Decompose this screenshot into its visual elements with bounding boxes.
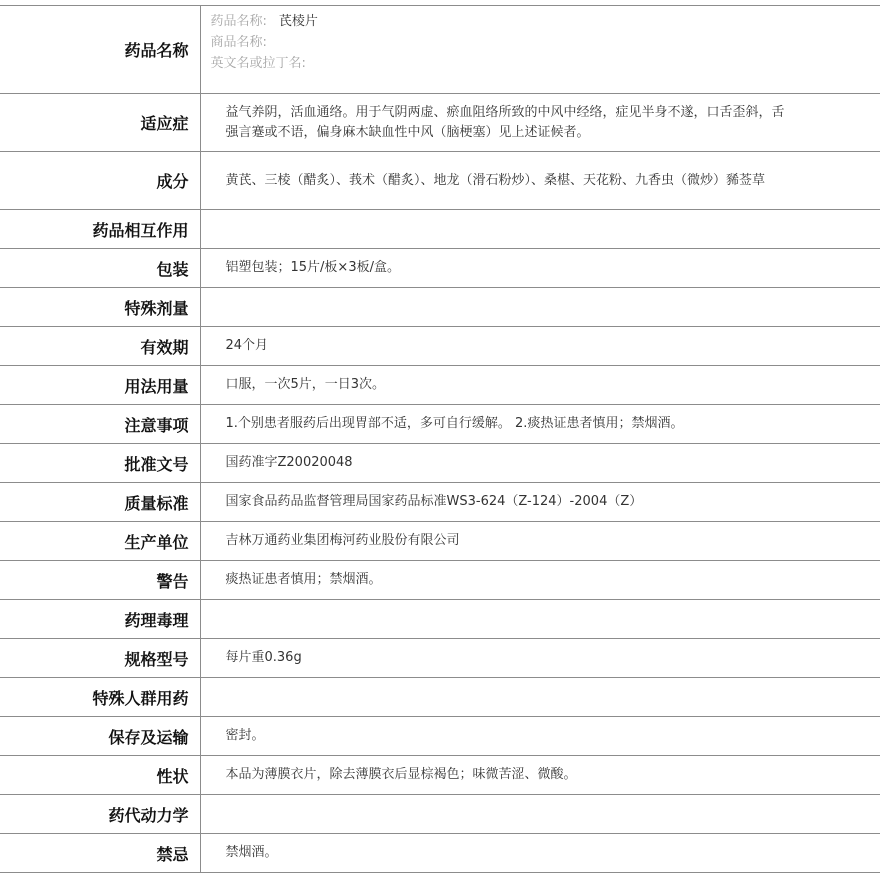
row-label: 规格型号 (0, 639, 200, 678)
row-label: 注意事项 (0, 405, 200, 444)
row-value (200, 210, 880, 249)
row-value (200, 288, 880, 327)
drug-info-table (0, 5, 880, 873)
row-label: 性状 (0, 756, 200, 795)
table-row (0, 405, 880, 444)
trade-name-label: 商品名称: (210, 35, 267, 50)
row-label: 药代动力学 (0, 795, 200, 834)
row-label: 生产单位 (0, 522, 200, 561)
row-value: 每片重0.36g (200, 639, 880, 678)
row-value (200, 600, 880, 639)
generic-name-label: 药品名称: (210, 14, 267, 29)
row-label: 用法用量 (0, 366, 200, 405)
drug-name-cell (200, 6, 880, 94)
row-label: 禁忌 (0, 834, 200, 873)
row-value: 口服，一次5片，一日3次。 (200, 366, 880, 405)
row-label: 质量标准 (0, 483, 200, 522)
row-value (200, 678, 880, 717)
row-value: 本品为薄膜衣片，除去薄膜衣后显棕褐色；味微苦涩、微酸。 (200, 756, 880, 795)
drug-name-row (0, 6, 880, 94)
row-value: 国家食品药品监督管理局国家药品标准WS3-624（Z-124）-2004（Z） (200, 483, 880, 522)
english-name-label: 英文名或拉丁名: (210, 56, 306, 71)
table-row (0, 444, 880, 483)
table-row (0, 795, 880, 834)
table-row (0, 756, 880, 795)
table-row (0, 366, 880, 405)
row-label: 药品相互作用 (0, 210, 200, 249)
table-row (0, 561, 880, 600)
row-label: 保存及运输 (0, 717, 200, 756)
row-label: 批准文号 (0, 444, 200, 483)
row-value: 密封。 (200, 717, 880, 756)
generic-name-line (211, 11, 871, 32)
row-label: 成分 (0, 152, 200, 210)
generic-name-value: 芪棱片 (278, 14, 318, 29)
row-label: 有效期 (0, 327, 200, 366)
row-value: 1.个别患者服药后出现胃部不适，多可自行缓解。 2.痰热证患者慎用；禁烟酒。 (200, 405, 880, 444)
table-row (0, 483, 880, 522)
table-row (0, 639, 880, 678)
row-value: 益气养阴，活血通络。用于气阴两虚、瘀血阻络所致的中风中经络，症见半身不遂，口舌歪斜，舌强言蹇或不语，偏身麻木缺血性中风（脑梗塞）见上述证候者。 (200, 94, 880, 152)
row-label: 药品名称 (0, 6, 200, 94)
table-row (0, 288, 880, 327)
table-row (0, 717, 880, 756)
row-value: 24个月 (200, 327, 880, 366)
table-row (0, 152, 880, 210)
row-value: 国药准字Z20020048 (200, 444, 880, 483)
row-label: 特殊人群用药 (0, 678, 200, 717)
row-value: 禁烟酒。 (200, 834, 880, 873)
row-label: 特殊剂量 (0, 288, 200, 327)
table-row (0, 522, 880, 561)
table-row (0, 600, 880, 639)
table-row (0, 678, 880, 717)
table-row (0, 94, 880, 152)
table-row (0, 210, 880, 249)
row-value: 痰热证患者慎用；禁烟酒。 (200, 561, 880, 600)
row-label: 药理毒理 (0, 600, 200, 639)
table-row (0, 249, 880, 288)
table-row (0, 834, 880, 873)
row-value: 吉林万通药业集团梅河药业股份有限公司 (200, 522, 880, 561)
trade-name-line (211, 32, 871, 53)
row-value: 铝塑包装；15片/板×3板/盒。 (200, 249, 880, 288)
english-name-line (211, 53, 871, 74)
row-value: 黄芪、三棱（醋炙）、莪术（醋炙）、地龙（滑石粉炒）、桑椹、天花粉、九香虫（微炒）豨莶草 (200, 152, 880, 210)
row-label: 适应症 (0, 94, 200, 152)
table-row (0, 327, 880, 366)
row-label: 包装 (0, 249, 200, 288)
row-label: 警告 (0, 561, 200, 600)
row-value (200, 795, 880, 834)
